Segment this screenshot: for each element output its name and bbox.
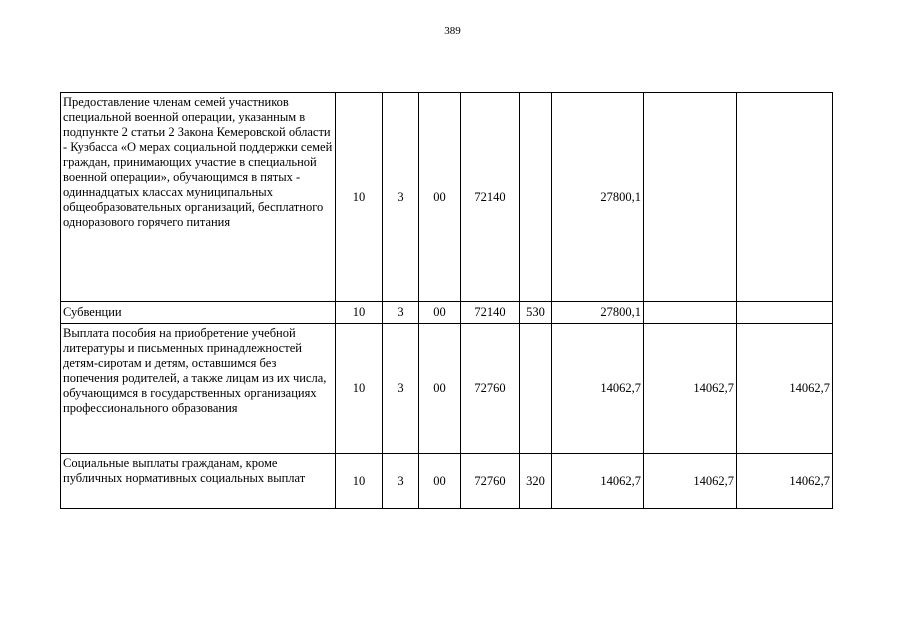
amount-1-cell: 14062,7 [552, 324, 644, 454]
subsection-cell: 3 [383, 302, 419, 324]
amount-1-cell: 14062,7 [552, 454, 644, 509]
target-code-cell: 72760 [461, 324, 520, 454]
amount-2-cell: 14062,7 [644, 454, 737, 509]
section-cell: 10 [336, 93, 383, 302]
subsection-cell: 3 [383, 324, 419, 454]
amount-1-cell: 27800,1 [552, 302, 644, 324]
expense-type-cell [520, 324, 552, 454]
program-cell: 00 [419, 454, 461, 509]
row-name-cell: Выплата пособия на приобретение учебной литературы и письменных принадлежностей детям-сиротам и детям, оставшимся без попечения родителей, а также лицам из их числа, обучающимся в государственных организациях профессионального образования [61, 324, 336, 454]
amount-2-cell [644, 93, 737, 302]
table-row [61, 302, 833, 324]
amount-2-cell [644, 302, 737, 324]
amount-3-cell: 14062,7 [737, 454, 833, 509]
expense-type-cell: 320 [520, 454, 552, 509]
program-cell: 00 [419, 93, 461, 302]
target-code-cell: 72140 [461, 93, 520, 302]
amount-2-cell: 14062,7 [644, 324, 737, 454]
budget-table [60, 92, 833, 509]
program-cell: 00 [419, 302, 461, 324]
row-name-cell: Субвенции [61, 302, 336, 324]
table-row [61, 324, 833, 454]
table-row [61, 454, 833, 509]
program-cell: 00 [419, 324, 461, 454]
amount-3-cell: 14062,7 [737, 324, 833, 454]
amount-1-cell: 27800,1 [552, 93, 644, 302]
amount-3-cell [737, 93, 833, 302]
expense-type-cell: 530 [520, 302, 552, 324]
subsection-cell: 3 [383, 454, 419, 509]
section-cell: 10 [336, 324, 383, 454]
page-number: 389 [444, 25, 461, 37]
row-name-cell: Предоставление членам семей участников специальной военной операции, указанным в подпункте 2 статьи 2 Закона Кемеровской области - Кузбасса «О мерах социальной поддержки семей граждан, принимающих участие в специальной военной операции», обучающимся в пятых - одиннадцатых классах муниципальных общеобразовательных организаций, бесплатного одноразового горячего питания [61, 93, 336, 302]
row-name-cell: Социальные выплаты гражданам, кроме публичных нормативных социальных выплат [61, 454, 336, 509]
target-code-cell: 72760 [461, 454, 520, 509]
section-cell: 10 [336, 302, 383, 324]
expense-type-cell [520, 93, 552, 302]
target-code-cell: 72140 [461, 302, 520, 324]
table-row [61, 93, 833, 302]
subsection-cell: 3 [383, 93, 419, 302]
section-cell: 10 [336, 454, 383, 509]
amount-3-cell [737, 302, 833, 324]
